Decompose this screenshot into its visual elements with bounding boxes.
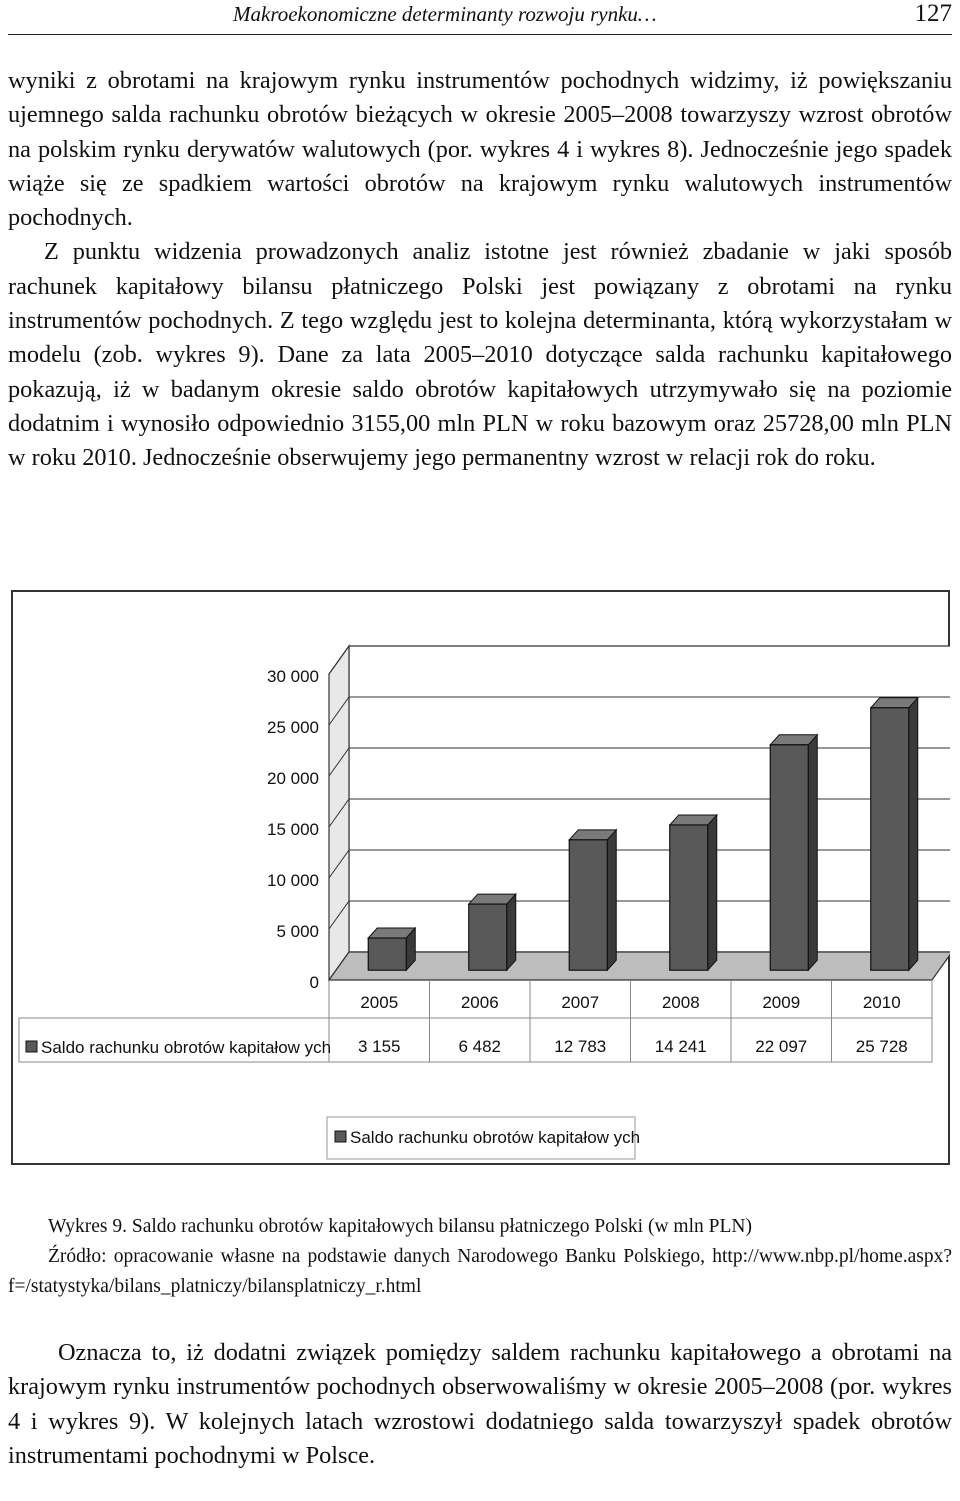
y-tick-label: 25 000	[267, 718, 319, 737]
figure-caption	[8, 1212, 952, 1302]
bar-front	[569, 840, 607, 970]
x-tick-label: 2009	[762, 993, 801, 1012]
bar	[770, 735, 817, 970]
x-tick-label: 2008	[661, 993, 700, 1012]
bar	[670, 815, 717, 970]
bar-top	[670, 815, 717, 825]
paragraph: Oznacza to, iż dodatni związek pomiędzy saldem rachunku kapitałowego a obrotami na krajowym rynku instrumentów pochodnych obserwowaliśmy w okresie 2005–2008 (por. wykres 4 i wykres 9). W kolejnych latach wzrostowi dodatniego salda towarzyszył spadek obrotów instrumentami pochodnymi w Polsce.	[8, 1339, 952, 1469]
y-tick-label: 10 000	[267, 871, 319, 890]
bar-front	[670, 825, 708, 970]
body-text-after	[8, 1336, 952, 1473]
data-table-value: 25 728	[855, 1037, 908, 1056]
plot-floor	[329, 952, 950, 980]
x-tick-label: 2010	[862, 993, 901, 1012]
bar-front	[368, 938, 406, 970]
bar-front	[469, 904, 507, 970]
bar-top	[368, 928, 415, 938]
paragraph: wyniki z obrotami na krajowym rynku instrumentów pochodnych widzimy, iż powiększaniu ujemnego salda rachunku obrotów bieżących w okresie 2005–2008 towarzyszy wzrost obrotów na polskim rynku derywatów walutowych (por. wykres 4 i wykres 8). Jednocześnie jego spadek wiąże się ze spadkiem wartości obrotów na krajowym rynku walutowych instrumentów pochodnych.	[8, 67, 952, 232]
page-number: 127	[914, 0, 952, 27]
x-tick-label: 2006	[460, 993, 499, 1012]
y-tick-label: 5 000	[276, 922, 319, 941]
bar-side	[607, 830, 616, 970]
x-tick-label: 2005	[360, 993, 399, 1012]
bar-top	[871, 698, 918, 708]
bar-chart	[11, 590, 950, 1165]
data-table-value: 12 783	[554, 1037, 607, 1056]
bar	[368, 928, 415, 970]
body-text	[8, 64, 952, 476]
bar	[469, 894, 516, 970]
data-table-series-label: Saldo rachunku obrotów kapitałow ych	[41, 1038, 332, 1057]
data-table-value: 6 482	[458, 1037, 502, 1056]
bar	[569, 830, 616, 970]
legend-swatch	[335, 1131, 346, 1142]
bar-top	[770, 735, 817, 745]
y-tick-label: 20 000	[267, 769, 319, 788]
y-tick-label: 15 000	[267, 820, 319, 839]
data-table-value: 14 241	[654, 1037, 707, 1056]
y-tick-label: 30 000	[267, 667, 319, 686]
bar-side	[808, 735, 817, 970]
data-table-value: 22 097	[755, 1037, 808, 1056]
bar-side	[708, 815, 717, 970]
y-tick-label: 0	[309, 973, 319, 992]
bar-front	[770, 745, 808, 970]
figure-source: Źródło: opracowanie własne na podstawie danych Narodowego Banku Polskiego, http://www.nbp.pl/home.aspx?f=/statystyka/bilans_platniczy/bilansplatniczy_r.html	[8, 1246, 952, 1297]
running-header-title: Makroekonomiczne determinanty rozwoju rynku…	[233, 2, 657, 26]
bar-top	[469, 894, 516, 904]
x-tick-label: 2007	[561, 993, 600, 1012]
bar-top	[569, 830, 616, 840]
bar-side	[507, 894, 516, 970]
legend-label: Saldo rachunku obrotów kapitałow ych	[350, 1128, 641, 1147]
bar	[871, 698, 918, 970]
data-table-value: 3 155	[357, 1037, 401, 1056]
data-table-series-swatch	[26, 1041, 37, 1052]
bar-front	[871, 708, 909, 970]
bar-side	[909, 698, 918, 970]
paragraph: Z punktu widzenia prowadzonych analiz istotne jest również zbadanie w jaki sposób rachunek kapitałowy bilansu płatniczego Polski jest powiązany z obrotami na rynku instrumentów pochodnych. Z tego względu jest to kolejna determinanta, którą wykorzystałam w modelu (zob. wykres 9). Dane za lata 2005–2010 dotyczące salda rachunku kapitałowego pokazują, iż w badanym okresie saldo obrotów kapitałowych utrzymywało się na poziomie dodatnim i wynosiło odpowiednio 3155,00 mln PLN w roku bazowym oraz 25728,00 mln PLN w roku 2010. Jednocześnie obserwujemy jego permanentny wzrost w relacji rok do roku.	[8, 238, 952, 472]
running-header	[8, 0, 952, 35]
figure-title: Wykres 9. Saldo rachunku obrotów kapitałowych bilansu płatniczego Polski (w mln PLN)	[48, 1216, 752, 1237]
